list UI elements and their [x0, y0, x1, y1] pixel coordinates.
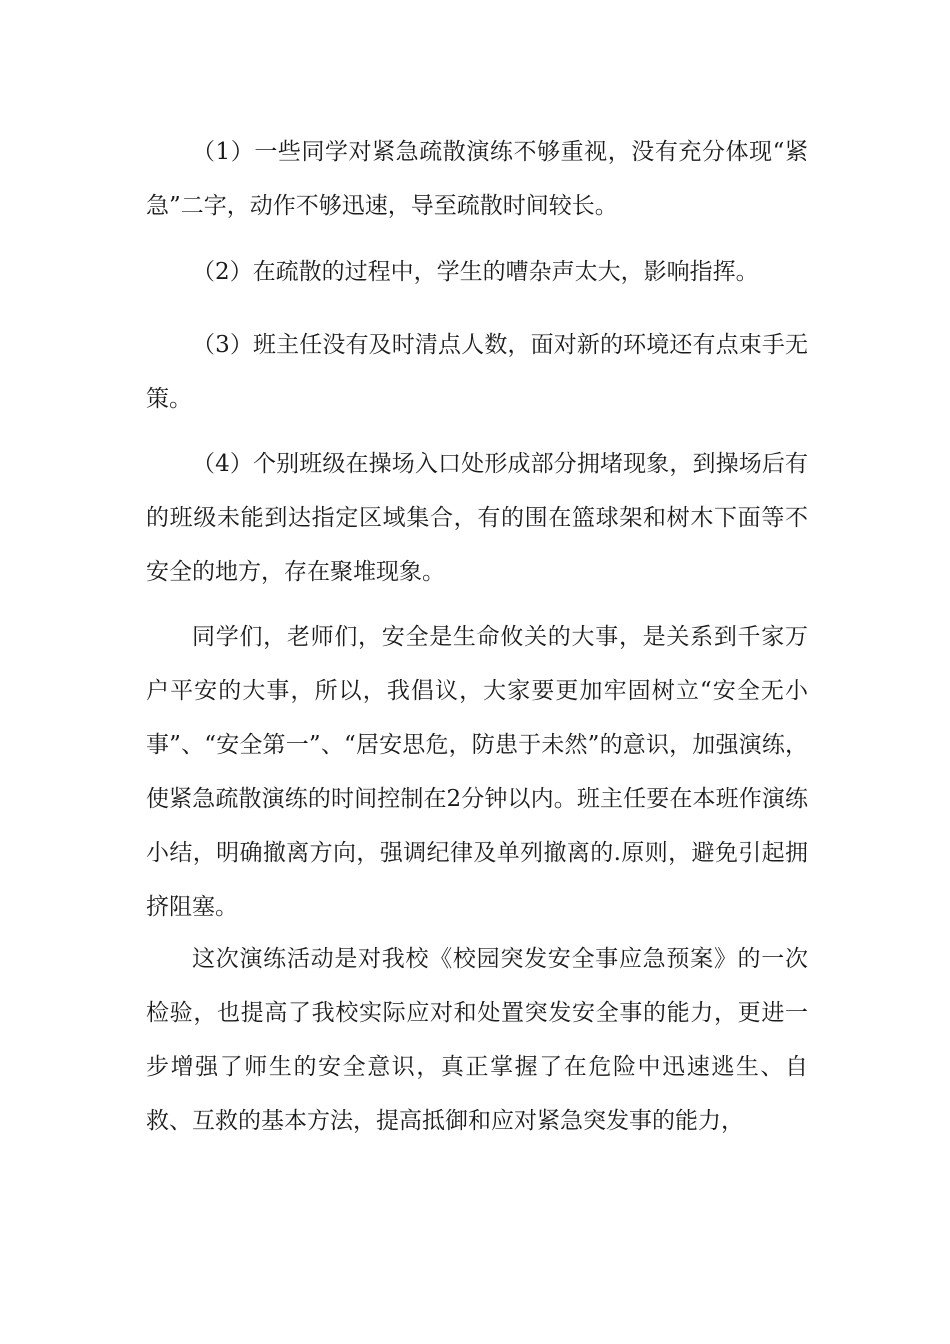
paragraph-issue-3: （3）班主任没有及时清点人数，面对新的环境还有点束手无策。	[146, 332, 808, 412]
paragraph-issue-2: （2）在疏散的过程中，学生的嘈杂声太大，影响指挥。	[192, 259, 759, 285]
paragraph-issue-1: （1）一些同学对紧急疏散演练不够重视，没有充分体现“紧急”二字，动作不够迅速，导至疏散时间较长。	[146, 139, 808, 219]
paragraph-appeal: 同学们，老师们，安全是生命攸关的大事，是关系到千家万户平安的大事，所以，我倡议，大家要更加牢固树立“安全无小事”、“安全第一”、“居安思危，防患于未然”的意识，加强演练，使紧急疏散演练的时间控制在2分钟以内。班主任要在本班作演练小结，明确撤离方向，强调纪律及单列撤离的.原则，避免引起拥挤阻塞。	[146, 624, 808, 920]
paragraph-conclusion: 这次演练活动是对我校《校园突发安全事应急预案》的一次检验，也提高了我校实际应对和处置突发安全事的能力，更进一步增强了师生的安全意识，真正掌握了在危险中迅速逃生、自救、互救的基本方法，提高抵御和应对紧急突发事的能力，	[146, 946, 808, 1134]
paragraph-issue-4: （4）个别班级在操场入口处形成部分拥堵现象，到操场后有的班级未能到达指定区域集合，有的围在篮球架和树木下面等不安全的地方，存在聚堆现象。	[146, 451, 808, 585]
